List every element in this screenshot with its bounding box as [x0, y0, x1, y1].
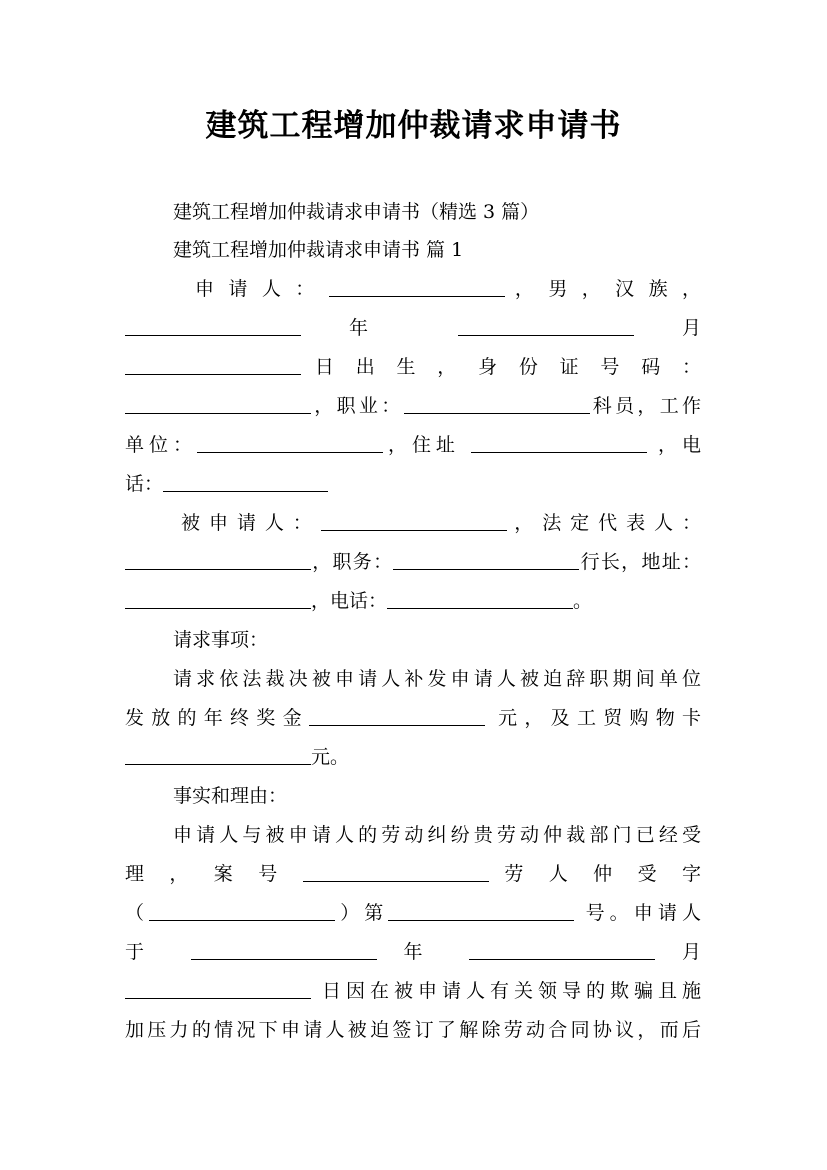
applicant-line-3 — [125, 352, 701, 382]
legal-rep-label: ， 法 定 代 表 人 ： — [514, 512, 701, 534]
unit-blank — [197, 430, 383, 453]
birth-label: 日 出 生 ， — [314, 356, 465, 378]
respondent-phone-end: 。 — [573, 590, 593, 612]
bonus-blank — [309, 703, 485, 726]
applicant-line-2 — [125, 313, 701, 343]
applicant-gender: ， 男 ， — [514, 278, 605, 300]
paren-open: （ — [125, 902, 150, 924]
phone-label: 话： — [125, 473, 164, 495]
applicant-label: 申 请 人 ： — [195, 278, 319, 300]
document-title: 建筑工程增加仲裁请求申请书 — [205, 108, 622, 144]
respondent-label: 被 申 请 人 ： — [181, 512, 314, 534]
case-label: 理 ， 案 号 — [125, 863, 287, 885]
address-blank — [471, 430, 647, 453]
claims-heading: 请求事项： — [173, 629, 269, 651]
case-number-blank — [303, 859, 489, 882]
date-year-blank — [191, 937, 377, 960]
card-blank — [125, 742, 311, 765]
hao-text: 号。申请人 — [585, 902, 701, 924]
facts-line-3 — [125, 898, 701, 928]
facts-line-4 — [125, 937, 701, 967]
birth-month-blank — [458, 313, 634, 336]
facts-heading-line — [125, 781, 701, 811]
bonus-label: 发放的年终奖金 — [125, 707, 309, 729]
phone-tail: ，电 — [657, 434, 701, 456]
post-label: ，职务： — [311, 551, 394, 573]
applicant-ethnicity: 汉 族 ， — [615, 278, 701, 300]
date-month-blank — [469, 937, 655, 960]
legal-rep-blank — [125, 547, 311, 570]
respondent-line-2 — [125, 547, 701, 577]
yu-text: 于 — [125, 941, 165, 963]
month-text: 月 — [682, 941, 702, 963]
respondent-phone-blank — [387, 586, 573, 609]
post-blank — [393, 547, 579, 570]
date-day-blank — [125, 976, 311, 999]
facts-line-1: 申请人与被申请人的劳动纠纷贵劳动仲裁部门已经受 — [173, 824, 701, 846]
claims-end: 元。 — [311, 746, 350, 768]
case-type: 劳 人 仲 受 字 — [504, 863, 701, 885]
subtitle-line — [125, 197, 701, 227]
facts-line-5 — [125, 976, 701, 1006]
applicant-line-1 — [195, 274, 701, 304]
applicant-name-blank — [329, 274, 505, 297]
card-label: 元，及工贸购物卡 — [498, 707, 701, 729]
subtitle: 建筑工程增加仲裁请求申请书（精选 3 篇） — [173, 201, 540, 223]
facts-heading: 事实和理由： — [173, 785, 288, 807]
applicant-line-4 — [125, 391, 701, 421]
id-label: 身 份 证 号 码 ： — [478, 356, 702, 378]
birth-day-blank — [125, 352, 301, 375]
birth-year-blank — [125, 313, 301, 336]
claims-line-2 — [125, 703, 701, 733]
job-label: ，职业： — [311, 395, 404, 417]
claims-heading-line — [125, 625, 701, 655]
paren-close: ）第 — [335, 902, 389, 924]
respondent-line-1 — [181, 508, 701, 538]
claims-line-3 — [125, 742, 701, 772]
month-label: 月 — [681, 317, 701, 339]
year-text: 年 — [403, 941, 443, 963]
case-no-blank — [388, 898, 574, 921]
applicant-line-6 — [125, 469, 701, 499]
address-blank-2 — [125, 586, 311, 609]
applicant-line-5 — [125, 430, 701, 460]
respondent-phone-label: ，电话： — [311, 590, 388, 612]
claims-line-1: 请求依法裁决被申请人补发申请人被迫辞职期间单位 — [173, 668, 701, 690]
facts-line-2 — [125, 859, 701, 889]
year-label: 年 — [349, 317, 410, 339]
day-text: 日因在被申请人有关领导的欺骗且施 — [322, 980, 701, 1002]
respondent-name-blank — [321, 508, 507, 531]
phone-blank — [163, 469, 328, 492]
job-tail: 科员，工作 — [589, 395, 701, 417]
respondent-line-3 — [125, 586, 701, 616]
part-heading-line — [125, 235, 701, 265]
unit-label: 单位： — [125, 434, 197, 456]
post-tail: 行长，地址： — [579, 551, 701, 573]
facts-line-6: 加压力的情况下申请人被迫签订了解除劳动合同协议，而后 — [125, 1019, 701, 1041]
address-label: ，住址 — [382, 434, 460, 456]
id-number-blank — [125, 391, 311, 414]
case-year-blank — [149, 898, 335, 921]
part-heading: 建筑工程增加仲裁请求申请书 篇 1 — [173, 239, 464, 261]
job-blank — [404, 391, 590, 414]
